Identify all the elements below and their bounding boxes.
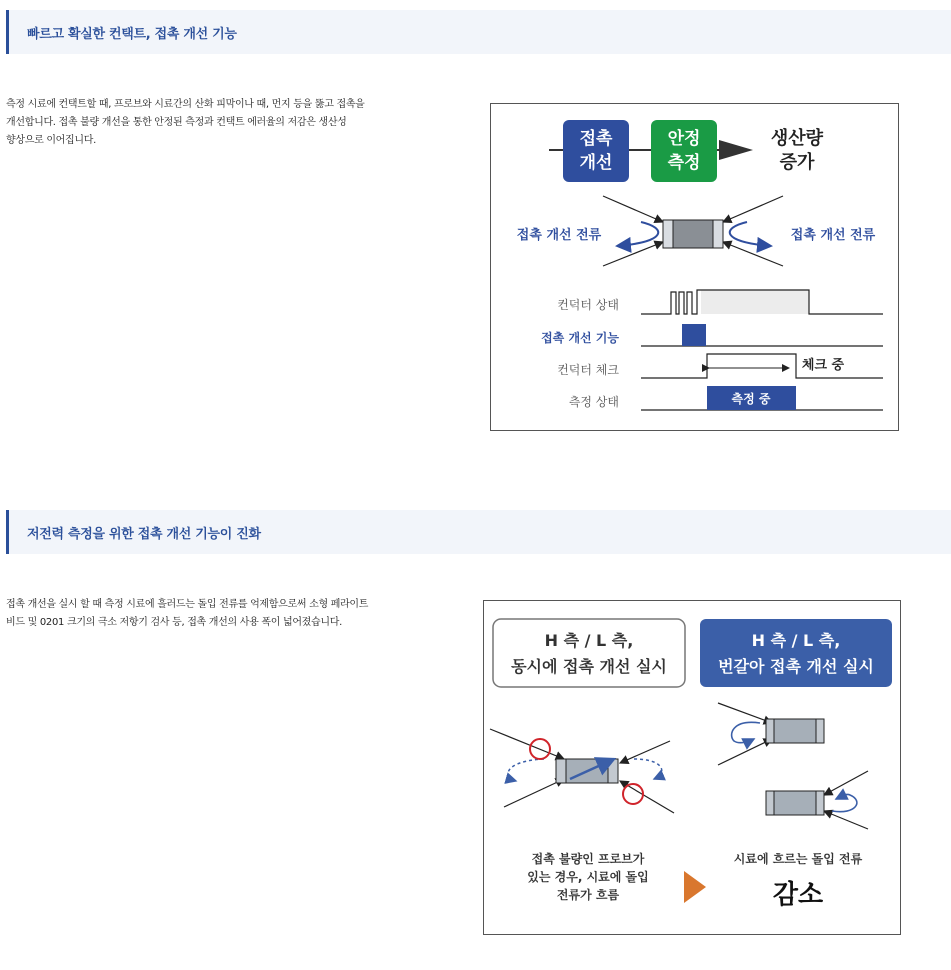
- conductor-check-wave: [641, 354, 883, 378]
- right-result: 감소: [772, 880, 824, 910]
- flow-arrow-icon: [719, 140, 753, 160]
- left-header-line2: 동시에 접촉 개선 실시: [511, 657, 667, 676]
- box2-line2: 측정: [667, 153, 701, 173]
- timing-row-contact-improve: 접촉 개선 기능: [541, 331, 619, 345]
- left-header-line1: H 측 / L 측,: [544, 631, 634, 650]
- box1-line1: 접촉: [579, 129, 613, 149]
- measure-label: 측정 중: [731, 392, 771, 406]
- timing-row-conductor-state: 컨덕터 상태: [557, 298, 619, 312]
- left-header-box: [493, 619, 685, 687]
- section-header-contact-improvement: [6, 10, 951, 54]
- box1-line2: 개선: [579, 153, 613, 173]
- timing-row-measure-state: 측정 상태: [568, 395, 619, 409]
- conductor-state-wave: [641, 290, 883, 314]
- right-header-box: [700, 619, 892, 687]
- contact-improvement-diagram: [491, 104, 898, 430]
- left-caption-line2: 있는 경우, 시료에 돌입: [527, 870, 649, 884]
- paragraph-line: 향상으로 이어집니다.: [6, 135, 96, 146]
- component-with-probes: [603, 196, 783, 266]
- inrush-current-diagram: [484, 601, 900, 934]
- section-paragraph: [6, 96, 476, 150]
- paragraph-line: 접촉 개선을 실시 할 때 측정 시료에 흘러드는 돌입 전류를 억제함으로써 소형 페라이트: [6, 599, 369, 610]
- paragraph-line: 측정 시료에 컨택트할 때, 프로브와 시료간의 산화 피막이나 때, 먼지 등을 뚫고 접촉을: [6, 99, 365, 110]
- check-label: 체크 중: [801, 358, 845, 373]
- alternating-contact-diagram-bottom: [766, 771, 868, 829]
- right-current-arrow-icon: [730, 222, 771, 246]
- right-current-label: 접촉 개선 전류: [790, 228, 876, 243]
- timing-row-conductor-check: 컨덕터 체크: [557, 363, 619, 377]
- simultaneous-contact-diagram: [490, 729, 674, 813]
- inrush-current-figure: [483, 600, 901, 935]
- paragraph-line: 비드 및 0201 크기의 극소 저항기 검사 등, 접촉 개선의 사용 폭이 넓어졌습니다.: [6, 617, 342, 628]
- section-header-low-power: [6, 510, 951, 554]
- left-current-arrow-icon: [617, 222, 658, 246]
- contact-improve-wave: [641, 324, 883, 346]
- right-caption: 시료에 흐르는 돌입 전류: [733, 852, 863, 866]
- result-arrow-icon: [684, 871, 706, 903]
- result-line1: 생산량: [770, 128, 824, 149]
- left-current-label: 접촉 개선 전류: [516, 228, 602, 243]
- result-line2: 증가: [779, 152, 815, 173]
- right-header-line1: H 측 / L 측,: [751, 631, 841, 650]
- left-caption-line1: 접촉 불량인 프로브가: [531, 852, 645, 866]
- section-paragraph: [6, 596, 476, 632]
- right-header-line2: 번갈아 접촉 개선 실시: [718, 657, 874, 676]
- alternating-contact-diagram-top: [718, 703, 824, 765]
- section-title: 저전력 측정을 위한 접촉 개선 기능이 진화: [27, 527, 261, 542]
- box2-line1: 안정: [667, 129, 701, 149]
- paragraph-line: 개선합니다. 접촉 불량 개선을 통한 안정된 측정과 컨택트 에러율의 저감은 생산성: [6, 117, 347, 128]
- left-caption-line3: 전류가 흐름: [556, 888, 620, 902]
- section-title: 빠르고 확실한 컨택트, 접촉 개선 기능: [27, 27, 237, 42]
- contact-improvement-figure: [490, 103, 899, 431]
